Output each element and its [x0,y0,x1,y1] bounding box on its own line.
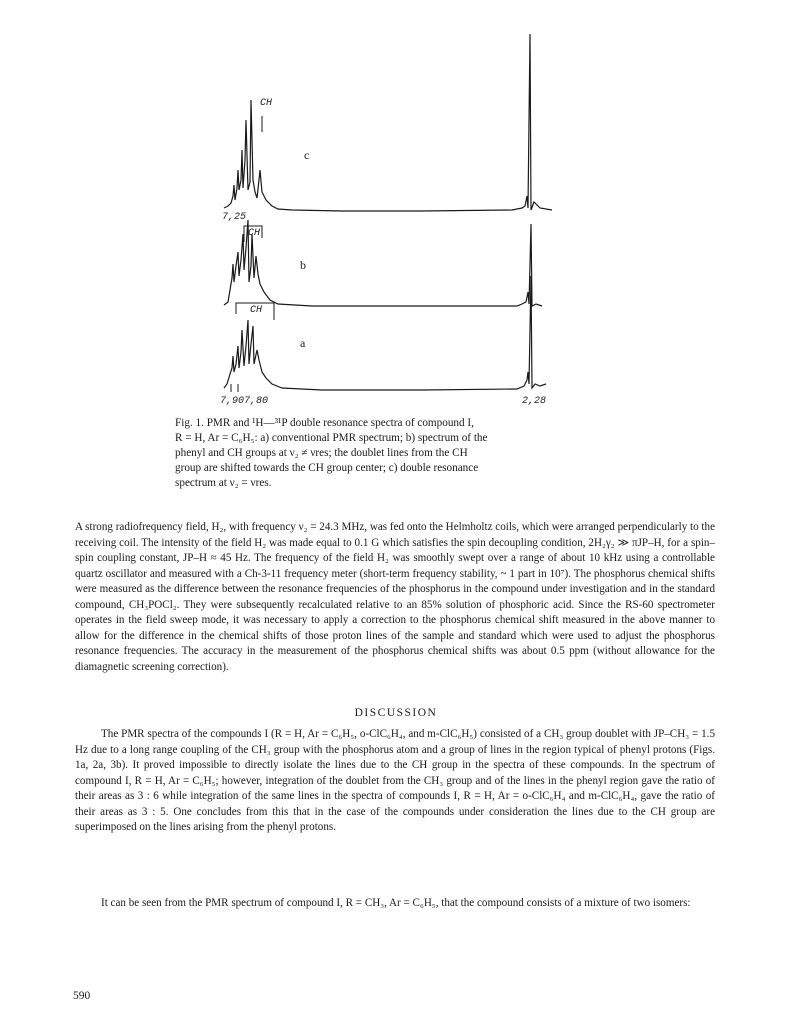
ch-label-c: CH [260,98,273,109]
shift-label-725: 7,25 [222,212,247,223]
caption-line: R = H, Ar = C₆H₅: a) conventional PMR spectrum; b) spectrum of the [175,432,488,444]
spectrum-c-trace [224,34,552,211]
spectrum-b-trace [224,220,542,306]
figure-caption [175,416,595,491]
spectrum-letter-c: c [304,148,310,162]
spectrum-letter-a: a [300,336,306,350]
paragraph-discussion-1: The PMR spectra of the compounds I (R = H, Ar = C₆H₅, o-ClC₆H₄, and m-ClC₆H₅) consisted of a CH₃ group doublet with JP–CH₃ = 1.5 Hz due to a long range coupling of the CH₃ group with the phosphorus atom and a group of lines in the region typical of phenyl protons (Figs. 1a, 2a, 3b). It proved impossible to directly isolate the lines due to the CH group in the spectra of these compounds. In the spectrum of compound I, R = H, Ar = C₆H₅; however, integration of the doublet from the CH₃ group and of the lines in the phenyl region gave the ratio of their areas as 3 : 6 while integration of the same lines in the spectra of compounds I, R = H, Ar = o-ClC₆H₄ and m-ClC₆H₄, gave the ratio of their areas as 3 : 5. One concludes from this that in the case of the compounds under consideration the lines due to the CH group are superimposed on the lines arising from the phenyl protons. [75,728,715,833]
tick-marks [231,384,238,392]
caption-line: phenyl and CH groups at ν₂ ≠ νres; the doublet lines from the CH [175,447,468,459]
nmr-spectra-figure [222,20,572,415]
shift-label-228: 2,28 [522,396,547,407]
spectrum-a-trace [224,276,546,390]
caption-line: spectrum at ν₂ = νres. [175,477,272,489]
page-number: 590 [73,990,91,1002]
shift-label-790: 7,90 [220,396,245,407]
ch-label-a: CH [250,305,263,316]
caption-line: Fig. 1. PMR and ¹H—³¹P double resonance spectra of compound I, [175,417,474,429]
ch-label-b: CH [248,228,261,239]
spectrum-letter-b: b [300,258,306,272]
paragraph-discussion-2: It can be seen from the PMR spectrum of compound I, R = CH₃, Ar = C₆H₅, that the compound consists of a mixture of two isomers: [101,897,691,909]
section-heading-discussion: DISCUSSION [354,707,438,719]
paragraph-methods: A strong radiofrequency field, H₂, with frequency ν₂ = 24.3 MHz, was fed onto the Helmholtz coils, which were arranged perpendicularly to the receiving coil. The intensity of the field H₂ was made equal to 0.1 G which satisfies the spin decoupling condition, 2H₂γ₂ ≫ πJP–H, for a spin–spin coupling constant, JP–H ≈ 45 Hz. The frequency of the field H₂ was smoothly swept over a range of about 10 kHz using a controllable quartz oscillator and measured with a Ch-3-11 frequency meter (short-term frequency stability, ~ 1 part in 10⁷). The phosphorus chemical shifts were measured as the difference between the resonance frequencies of the phosphorus in the compound under investigation and in the standard compound, CH₃POCl₂. They were subsequently recalculated relative to an 85% solution of phosphoric acid. Since the RS-60 spectrometer operates in the field sweep mode, it was necessary to apply a correction to the phosphorus chemical shift measured in the above manner to allow for the difference in the chemical shifts of those proton lines of the sample and standard which were used to adjust the phosphorus resonance frequencies. The accuracy in the measurement of the phosphorus chemical shifts was about 0.5 ppm (without allowance for the diamagnetic screening correction). [75,521,715,673]
spectra-plot [222,20,572,415]
shift-label-780: 7,80 [244,396,269,407]
caption-line: group are shifted towards the CH group center; c) double resonance [175,462,479,474]
